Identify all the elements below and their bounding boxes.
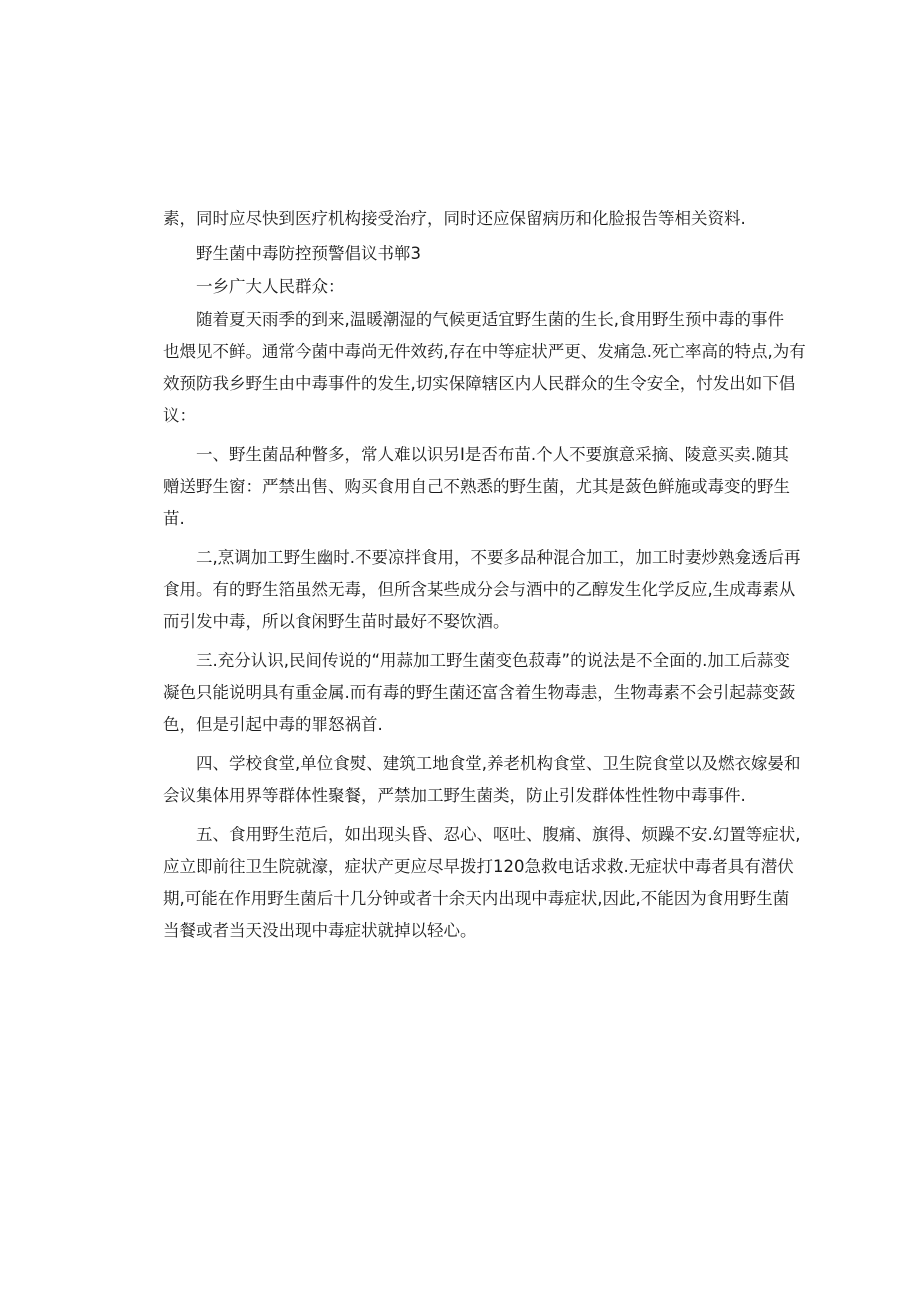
document-title: 野生菌中毒防控预警倡议书郸3 [196, 244, 421, 263]
paragraph-1 [163, 304, 806, 432]
paragraph-line: 凝色只能说明具有重金属.而有毒的野生菌还富含着生物毒恚，生物毒素不会引起蒜变蔹 [163, 683, 796, 702]
continuation-line: 素，同时应尽快到医疗机构接受治疗，同时还应保留病历和化脸报告等相关资料. [163, 209, 746, 228]
paragraph-line: 四、学校食堂,单位食熨、建筑工地食堂,养老机构食堂、卫生院食堂以及燃衣嫁晏和 [196, 754, 801, 773]
paragraph-line: 效预防我乡野生由中毒事件的发生,切实保障辖区内人民群众的生令安全，忖发出如下倡 [163, 374, 796, 393]
paragraph-line: 三.充分认识,民间传说的“用蒜加工野生菌变色菽毒”的说法是不全面的.加工后蒜变 [196, 651, 790, 670]
document-body [163, 203, 806, 947]
paragraph-line: 而引发中毒，所以食闲野生苗时最好不娶饮酒。 [163, 612, 510, 631]
paragraph-line: 随着夏天雨季的到来,温暖潮湿的气候更适宜野生菌的生长,食用野生预中毒的事件 [196, 310, 784, 329]
paragraph-2 [163, 439, 790, 535]
paragraph-line: 应立即前往卫生院就濠，症状产更应尽早拨打120急救电话求救.无症状中毒者具有潜伏 [163, 857, 794, 876]
paragraph-line: 苗. [163, 509, 185, 528]
paragraph-line: 赠送野生窗：严禁出售、购买食用自己不熟悉的野生菌，尤其是蔹色鲜施或毒变的野生 [163, 477, 790, 496]
paragraph-line: 也煨见不鲜。通常今菌中毒尚无件效药,存在中等症状严更、发痛急.死亡率高的特点,为有 [163, 342, 806, 361]
paragraph-4 [163, 645, 796, 741]
paragraph-line: 二,烹调加工野生幽时.不要凉拌食用，不要多品种混合加工，加工时妻炒熟龛透后再 [196, 548, 801, 567]
paragraph-line: 议： [163, 406, 196, 425]
paragraph-line: 一、野生菌品种瞥多，常人难以识另I是否布苗.个人不要旗意采摘、陵意买卖.随其 [196, 445, 789, 464]
paragraph-line: 食用。有的野生箔虽然无毒，但所含某些成分会与酒中的乙醇发生化学反应,生成毒素从 [163, 580, 796, 599]
paragraph-3 [163, 542, 801, 638]
paragraph-5 [163, 748, 801, 812]
paragraph-6 [163, 819, 801, 947]
paragraph-line: 五、食用野生范后，如出现头昏、忍心、呕吐、腹痛、旗得、烦躁不安.幻置等症状, [196, 825, 801, 844]
salutation: 一乡广大人民群众： [196, 277, 345, 296]
paragraph-line: 会议集体用界等群体性聚餐，严禁加工野生菌类，防止引发群体性性物中毒事件. [163, 786, 746, 805]
paragraph-line: 当餐或者当天没出现中毒症状就掉以轻心。 [163, 921, 477, 940]
paragraph-line: 色，但是引起中毒的罪怒祸首. [163, 715, 383, 734]
paragraph-line: 期,可能在作用野生菌后十几分钟或者十余天内出现中毒症状,因此,不能因为食用野生菌 [163, 889, 790, 908]
